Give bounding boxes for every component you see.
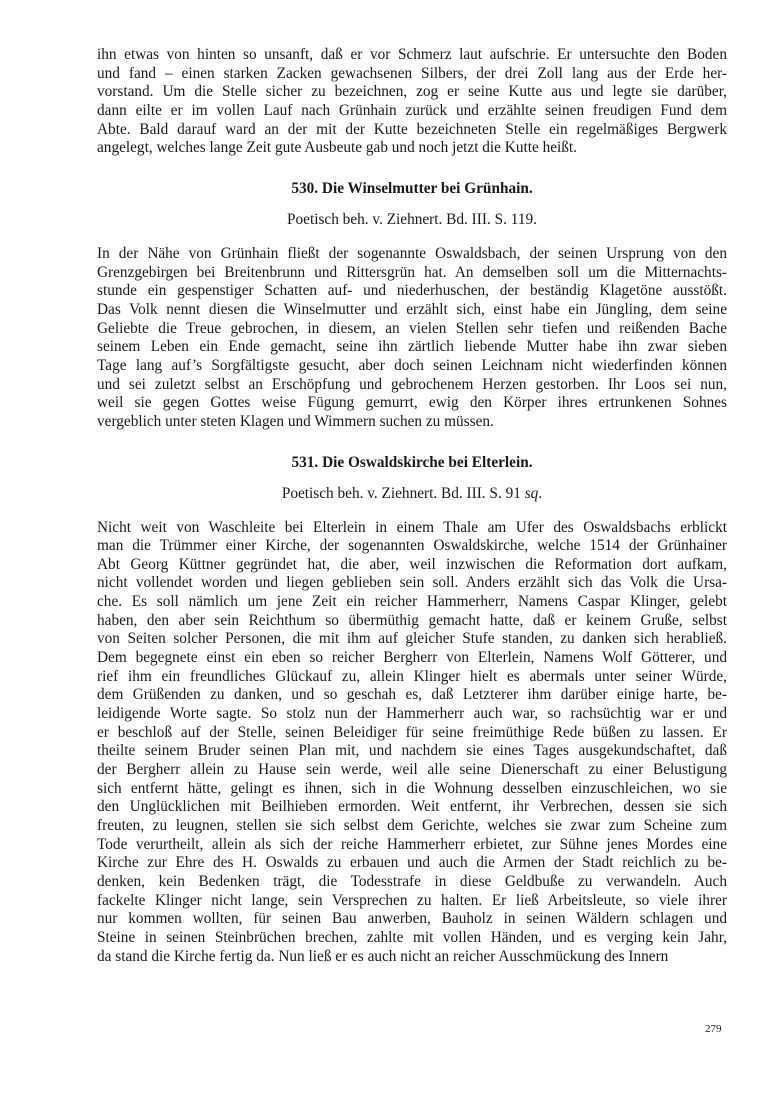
page-body (97, 46, 727, 966)
section-531-paragraph (97, 519, 727, 967)
text-line: vorstand. Um die Stelle sicher zu bezeichnen, zog er seine Kutte aus und legte sie darüber, (97, 83, 727, 101)
text-line: Nicht weit von Waschleite bei Elterlein in einem Thale am Ufer des Oswaldsbachs erblickt (97, 518, 727, 536)
text-line: Dem begegnete einst ein eben so reicher Bergherr von Elterlein, Namens Wolf Götterer, und (97, 649, 727, 667)
text-line: dann eilte er im vollen Lauf nach Grünhain zurück und erzählte seinen freudigen Fund dem (97, 101, 727, 119)
text-line: der Bergherr allein zu Hause sein werde, weil alle seine Dienerschaft zu einer Belustigung (97, 761, 727, 779)
text-line: er beschloß auf der Stelle, seinen Beleidiger für seine freimüthige Rede büßen zu lassen. Er (97, 723, 727, 741)
text-line: Kirche zur Ehre des H. Oswalds zu erbauen und auch die Armen der Stadt reichlich zu be- (97, 854, 727, 872)
text-line: ihn etwas von hinten so unsanft, daß er vor Schmerz laut aufschrie. Er untersuchte den Boden (97, 46, 727, 63)
text-line: und sei zuletzt selbst an Erschöpfung und gebrochenem Herzen gestorben. Ihr Loos sei nun, (97, 375, 727, 393)
text-line: da stand die Kirche fertig da. Nun ließ er es auch nicht an reicher Ausschmückung des Innern (97, 947, 669, 965)
text-line: sich entfernt hätte, gelingt es ihnen, sich in die Wohnung desselben einzuschleichen, wo sie (97, 779, 727, 797)
section-531-source-italic: sq (524, 484, 539, 502)
text-line: haben, den aber sein Reichthum so übermüthig gemacht hatte, daß er keinem Gruße, selbst (97, 611, 727, 629)
text-line: vergeblich unter steten Klagen und Wimmern suchen zu müssen. (97, 412, 494, 430)
text-line: Grenzgebirgen bei Breitenbrunn und Rittersgrün hat. An demselben soll um die Mitternachts- (97, 263, 727, 281)
text-line: freuten, zu leugnen, stellen sie sich selbst dem Gerichte, welches sie zwar zum Scheine zum (97, 817, 727, 834)
section-530-paragraph (97, 245, 727, 432)
text-line: leidigende Worte sagte. So stolz nun der Hammerherr auch war, so rachsüchtig war er und (97, 705, 727, 723)
section-531-source-end: . (538, 484, 543, 502)
section-531-source (97, 484, 727, 504)
intro-paragraph (97, 46, 727, 158)
text-line: nur kommen wollten, für seinen Bau anwerben, Bauholz in seinen Wäldern schlagen und (97, 910, 727, 928)
text-line: und fand – einen starken Zacken gewachsenen Silbers, der drei Zoll lang aus der Erde her- (97, 64, 727, 82)
text-line: Tage lang auf’s Sorgfältigste gesucht, aber doch seinen Leichnam nicht wiederfinden können (97, 356, 727, 374)
text-line: Steine in seinen Steinbrüchen brechen, zahlte mit vollen Händen, und es verging kein Jahr, (97, 928, 727, 946)
text-line: rief ihm ein freundliches Glückauf zu, allein Klinger hielt es abermals unter seiner Würde, (97, 667, 727, 685)
text-line: stunde ein gespenstiger Schatten auf- und niederhuschen, der beständig Klagetöne ausstößt. (97, 282, 727, 300)
text-line: angelegt, welches lange Zeit gute Ausbeute gab und noch jetzt die Kutte heißt. (97, 139, 577, 157)
text-line: che. Es soll nämlich um jene Zeit ein reicher Hammerherr, Namens Caspar Klinger, gelebt (97, 593, 727, 611)
text-line: Abt Georg Küttner gegründet hat, die aber, weil inzwischen die Reformation dort aufkam, (97, 555, 727, 573)
text-line: nicht vollendet worden und liegen geblieben sein soll. Anders erzählt sich das Volk die Ursa- (97, 574, 727, 592)
text-line: seinem Leben ein Ende gemacht, seine ihn zärtlich liebende Mutter habe ihn zwar sieben (97, 338, 727, 356)
page-number: 279 (705, 1023, 722, 1035)
section-531-source-main: Poetisch beh. v. Ziehnert. Bd. III. S. 91 (281, 484, 525, 502)
section-530-title: 530. Die Winselmutter bei Grünhain. (291, 179, 533, 197)
text-line: Geliebte die Treue gebrochen, in diesem, an vielen Stellen sehr tiefen und reißenden Bache (97, 319, 727, 337)
text-line: denken, kein Bedenken trägt, die Todesstrafe in diese Geldbuße zu verwandeln. Auch (97, 872, 727, 890)
text-line: theilte seinem Bruder seinen Plan mit, und nachdem sie eines Tages ausgekundschaftet, daß (97, 742, 727, 760)
text-line: den Unglücklichen mit Beilhieben ermorden. Weit entfernt, ihr Verbrechen, dessen sie sich (97, 798, 727, 816)
text-line: fackelte Klinger nicht lange, sein Versprechen zu halten. Er ließ Arbeitsleute, so viele ihrer (97, 891, 727, 909)
text-line: In der Nähe von Grünhain fließt der sogenannte Oswaldsbach, der seinen Ursprung von den (97, 244, 727, 262)
text-line: weil sie gegen Gottes weise Fügung gemurrt, ewig den Körper ihres ertrunkenen Sohnes (97, 394, 727, 412)
text-line: Abte. Bald darauf ward an der mit der Kutte bezeichneten Stelle ein regelmäßiges Bergwerk (97, 120, 727, 138)
section-531-title: 531. Die Oswaldskirche bei Elterlein. (291, 453, 533, 471)
text-line: von Seiten solcher Personen, die mit ihm auf gleicher Stufe standen, zu danken sich herabließ. (97, 630, 727, 648)
section-530-source: Poetisch beh. v. Ziehnert. Bd. III. S. 119. (287, 210, 537, 228)
text-line: dem Grüßenden zu danken, und so geschah es, daß Letzterer ihm darüber einige harte, be- (97, 686, 727, 704)
text-line: man die Trümmer einer Kirche, der sogenannten Oswaldskirche, welche 1514 der Grünhainer (97, 537, 727, 555)
text-line: Tode verurtheilt, allein als sich der reiche Hammerherr erbietet, zur Sühne jenes Mordes eine (97, 835, 727, 853)
text-line: Das Volk nennt diesen die Winselmutter und erzählt sich, einst habe ein Jüngling, dem seine (97, 300, 727, 318)
